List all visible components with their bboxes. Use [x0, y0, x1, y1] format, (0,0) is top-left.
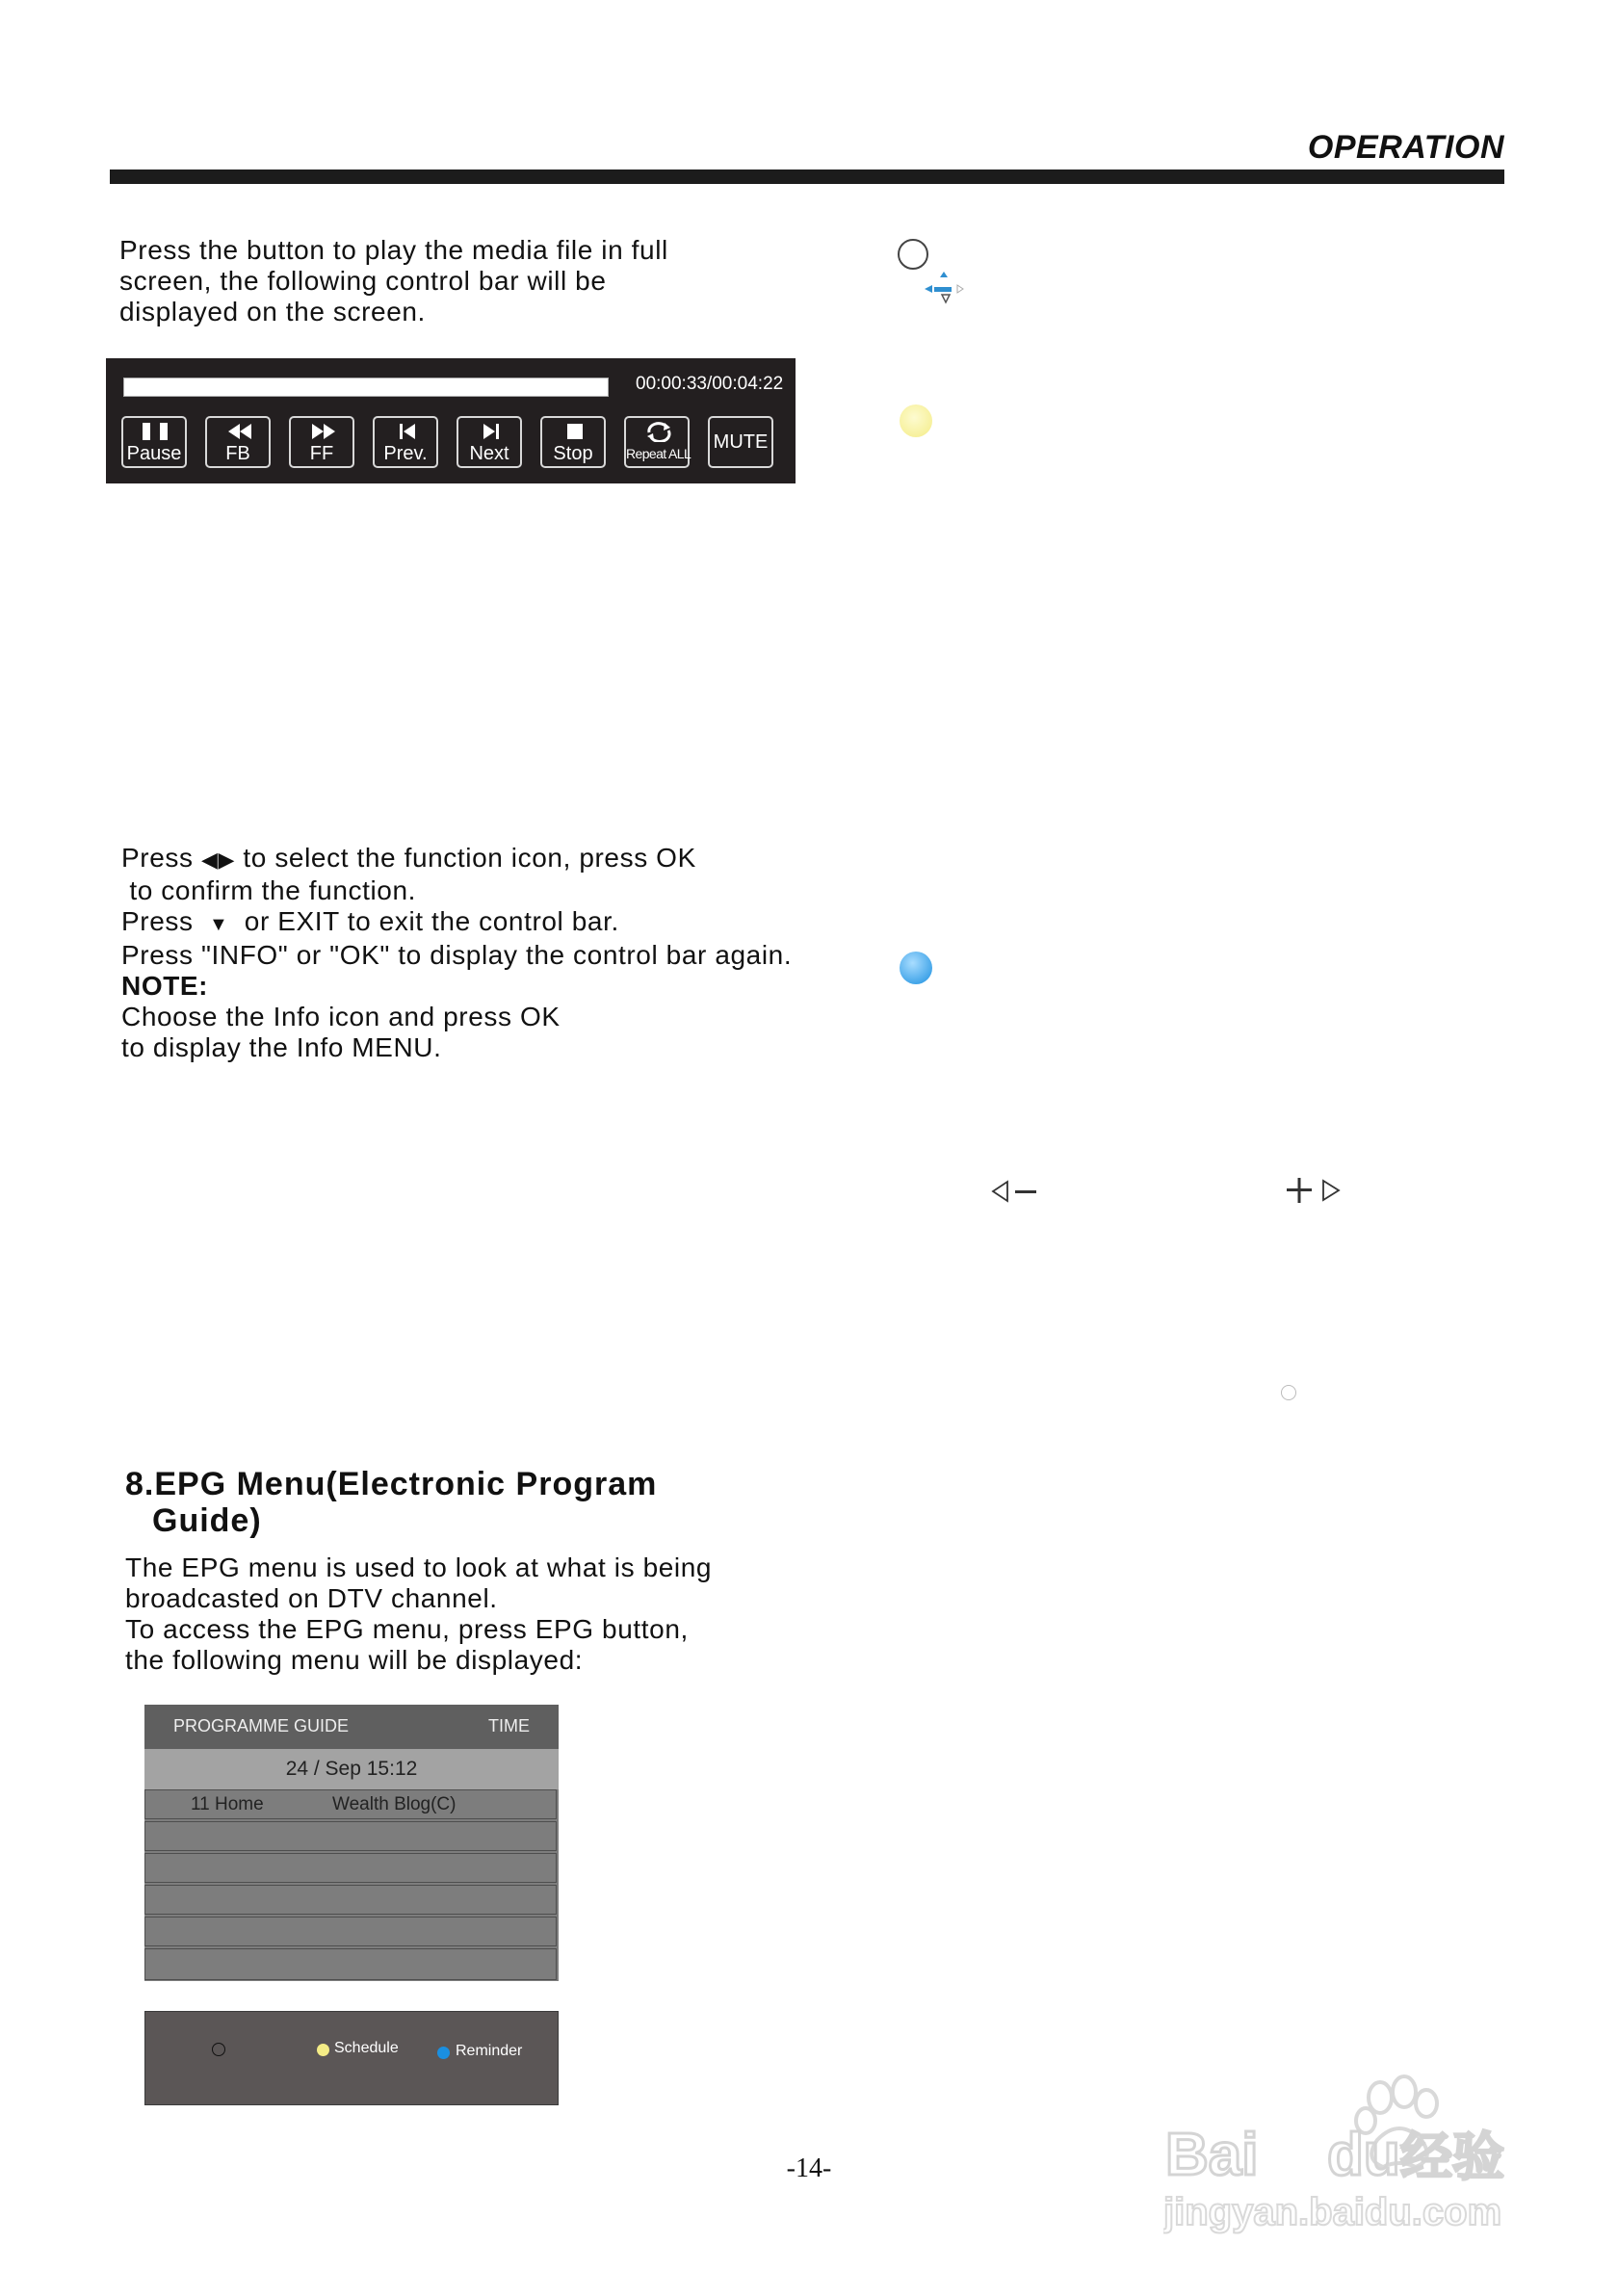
fast-backward-button[interactable]: [205, 416, 271, 468]
ok-key-icon: [212, 2043, 225, 2056]
epg-row[interactable]: [144, 1853, 557, 1883]
section-title: OPERATION: [1307, 129, 1504, 166]
note-line: to display the Info MENU.: [121, 1032, 442, 1062]
svg-text:du: du: [1327, 2122, 1400, 2188]
header-rule: [110, 170, 1504, 184]
instruction-line: Press "INFO" or "OK" to display the control bar again.: [121, 940, 793, 970]
previous-button[interactable]: [373, 416, 438, 468]
page-number: -14-: [786, 2153, 832, 2183]
epg-heading: 8.EPG Menu(Electronic Program Guide): [125, 1466, 658, 1539]
repeat-button[interactable]: [624, 416, 690, 468]
epg-description-line: The EPG menu is used to look at what is being: [125, 1552, 713, 1582]
note-label: NOTE:: [121, 971, 209, 1001]
mute-label: MUTE: [713, 431, 769, 453]
pause-icon: [123, 421, 189, 442]
instruction-line: Press ◀▶ to select the function icon, press OK: [121, 843, 696, 873]
ff-label: FF: [309, 443, 334, 464]
epg-programme: Wealth Blog(C): [332, 1794, 457, 1814]
next-button[interactable]: [457, 416, 522, 468]
intro-line: Press the button to play the media file in full: [119, 235, 668, 265]
fast-backward-icon: [207, 421, 273, 442]
fast-forward-button[interactable]: [289, 416, 354, 468]
blue-key-icon: [437, 2047, 450, 2059]
instruction-line: to confirm the function.: [121, 875, 417, 905]
yellow-key-icon: [900, 404, 932, 437]
volume-up-icon: [1285, 1173, 1344, 1206]
epg-guide-screen: [144, 1705, 559, 1981]
epg-description-line: the following menu will be displayed:: [125, 1645, 584, 1675]
previous-icon: [375, 421, 440, 442]
svg-text:经验: 经验: [1400, 2126, 1504, 2187]
stop-button[interactable]: [540, 416, 606, 468]
svg-text:jingyan.baidu.com: jingyan.baidu.com: [1163, 2191, 1502, 2233]
pause-label: Pause: [126, 443, 182, 464]
pause-button[interactable]: [121, 416, 187, 468]
repeat-icon: [626, 421, 692, 442]
instructions-paragraph: [121, 843, 792, 1063]
epg-date: 24 / Sep 15:12: [144, 1749, 559, 1789]
epg-title: PROGRAMME GUIDE: [173, 1716, 350, 1735]
epg-description-line: broadcasted on DTV channel.: [125, 1583, 498, 1613]
epg-time-label: TIME: [488, 1716, 530, 1735]
schedule-label[interactable]: Schedule: [334, 2040, 399, 2056]
watermark: [1163, 2071, 1529, 2249]
epg-row[interactable]: [144, 1917, 557, 1946]
epg-footer-bar: [144, 2011, 559, 2105]
mute-button[interactable]: [708, 416, 773, 468]
progress-bar[interactable]: [123, 378, 609, 397]
instruction-line: Press ▼ or EXIT to exit the control bar.: [121, 906, 619, 936]
svg-text:Bai: Bai: [1165, 2122, 1259, 2188]
ok-button-icon: [898, 239, 928, 270]
intro-paragraph: [119, 235, 668, 327]
repeat-label: Repeat ALL: [626, 446, 692, 461]
stop-label: Stop: [553, 443, 593, 464]
epg-row[interactable]: [144, 1885, 557, 1915]
epg-description-line: To access the EPG menu, press EPG button,: [125, 1614, 689, 1644]
epg-header-bar: [144, 1705, 559, 1749]
epg-row[interactable]: [144, 1821, 557, 1851]
prev-label: Prev.: [383, 443, 428, 464]
playback-control-bar: [106, 358, 796, 483]
fb-label: FB: [225, 443, 250, 464]
epg-description: [125, 1552, 712, 1676]
stop-icon: [542, 421, 608, 442]
next-label: Next: [469, 443, 509, 464]
epg-row[interactable]: [144, 1789, 557, 1819]
reminder-label[interactable]: Reminder: [456, 2043, 523, 2059]
time-readout: 00:00:33/00:04:22: [636, 374, 784, 394]
note-line: Choose the Info icon and press OK: [121, 1002, 561, 1031]
next-icon: [458, 421, 524, 442]
left-right-arrows-icon: ◀▶: [200, 848, 236, 872]
navigation-arrows-icon: [921, 272, 969, 306]
volume-down-icon: [990, 1177, 1044, 1206]
yellow-key-icon: [317, 2044, 329, 2056]
intro-line: displayed on the screen.: [119, 297, 426, 326]
epg-channel: 11 Home: [191, 1794, 264, 1814]
blue-key-icon: [900, 952, 932, 984]
intro-line: screen, the following control bar will be: [119, 266, 607, 296]
epg-row[interactable]: [144, 1948, 557, 1980]
indicator-circle-icon: [1281, 1385, 1296, 1400]
baidu-paw-logo: [1163, 2071, 1529, 2244]
down-arrow-icon: ▼: [208, 914, 229, 935]
fast-forward-icon: [291, 421, 356, 442]
